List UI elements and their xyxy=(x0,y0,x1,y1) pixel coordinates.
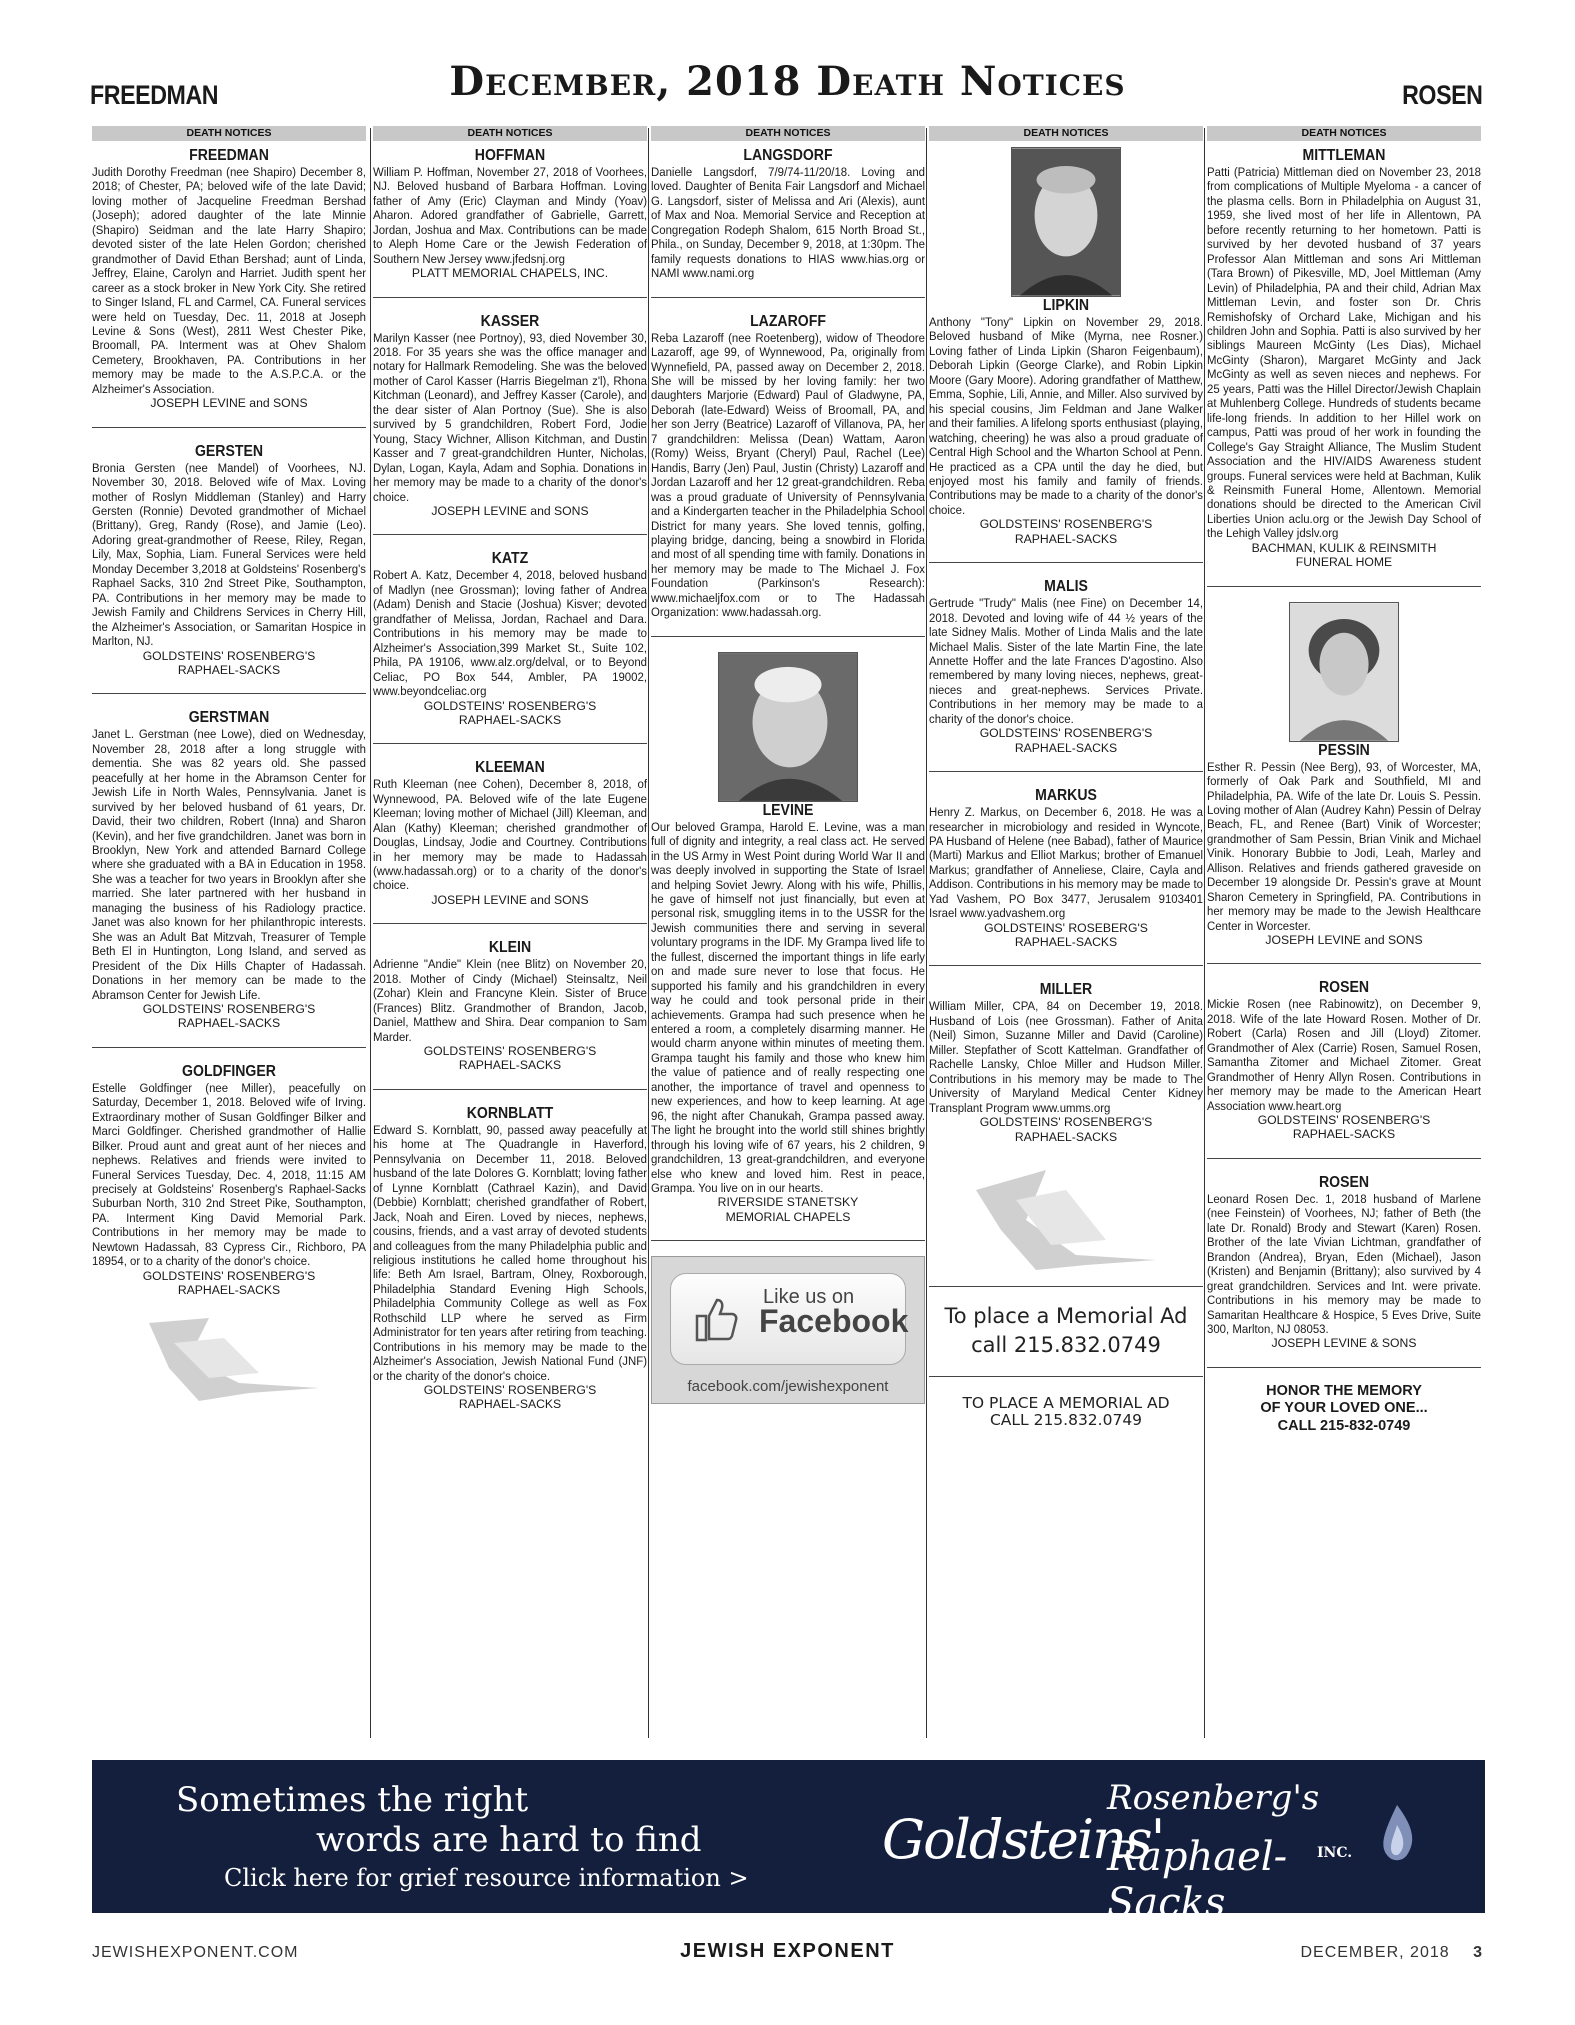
notice-name: ROSEN xyxy=(1318,1173,1370,1191)
notice-kornblatt xyxy=(373,1105,647,1412)
banner-line-1: Sometimes the right xyxy=(176,1780,529,1820)
facebook-button[interactable] xyxy=(670,1273,909,1365)
divider xyxy=(651,1240,925,1241)
portrait-photo xyxy=(1011,147,1121,297)
notice-body: Gertrude "Trudy" Malis (nee Fine) on December 14, 2018. Devoted and loving wife of 44 ½ years of the late Sidney Malis. Mother of Linda Malis and the late Michael Malis. Sister of the late Martin Fine, the late Annette Hoffer and the late Frances D'agostino. Also remembered by many loving nieces, nephews, great-nieces and great-nephews. Services Private. Contributions in her memory may be made to a charity of the donor's choice. xyxy=(929,596,1204,726)
thumbs-up-icon xyxy=(691,1294,741,1344)
footer-publication: JEWISH EXPONENT xyxy=(680,1940,895,1962)
header-left-name: FREEDMAN xyxy=(90,80,219,110)
notice-name: KLEIN xyxy=(488,939,532,957)
memorial-ad-line: To place a Memorial Ad xyxy=(944,1303,1188,1328)
notice-name: LAZAROFF xyxy=(750,312,826,330)
star-of-david-icon xyxy=(129,1313,329,1403)
notice-name: LANGSDORF xyxy=(743,147,833,164)
notice-markus xyxy=(929,787,1203,949)
notice-body: Our beloved Grampa, Harold E. Levine, was a man full of dignity and integrity, a real class act. He served in the US Army in West Point during World War II and was deeply involved in supporting the State of Israel and helping Soviet Jewry. Along with his wife, Phillis, he gave of himself not just financially, but even at personal risk, smuggling items in to the USSR for the Jewish communities there and serving in several voluntary programs in the IDF. My Grampa lived life to the fullest, discerned the important things in life early on and made sure never to lose that focus. He supported his family and his grandchildren in every way he could and took personal pride in their achievements. Grampa had such presence when he entered a room, a completely disarming manner. He would charm anyone within minutes of meeting them. Grampa taught his family and those who knew him the value of patience and of really respecting one another, the importance of travel and openness to new experiences, and how to keep learning. At age 96, the night after Chanukah, Grampa passed away. The light he brought into the world still shines brightly through his loving wife of 67 years, his 2 children, 9 grandchildren, 13 great-grandchildren, and everyone else who knew and loved him. Rest in peace, Grampa. You live on in our hearts. xyxy=(651,819,926,1196)
notice-body: Adrienne "Andie" Klein (nee Blitz) on November 20, 2018. Mother of Cindy (Michael) Steinsaltz, Neil (Zohar) Klein and Francyne Klein. Sister of Bruce (Frances) Blitz. Grandmother of Brandon, Jacob, Daniel, Matthew and Shira. Dear companion to Sam Marder. xyxy=(373,957,648,1044)
divider xyxy=(373,1089,647,1090)
column-divider xyxy=(926,128,927,1738)
notice-freedman xyxy=(92,147,366,411)
notice-body: Mickie Rosen (nee Rabinowitz), on December 9, 2018. Wife of the late Howard Rosen. Mother of Dr. Robert (Carla) Rosen and Jill (Lloyd) Zitomer. Grandmother of Alex (Carrie) Rosen, Samuel Rosen, Samantha Zitomer and Michael Zitomer. Great Grandmother of Henry Allyn Rosen. Contributions in her memory may be made to the American Heart Association www.heart.org xyxy=(1207,997,1482,1113)
divider xyxy=(1207,586,1481,587)
column-divider xyxy=(370,128,371,1738)
section-ribbon: DEATH NOTICES xyxy=(92,126,366,141)
notice-name: MILLER xyxy=(1039,981,1093,999)
funeral-home: FUNERAL HOME xyxy=(1295,555,1393,570)
funeral-home: GOLDSTEINS' ROSENBERG'S xyxy=(142,1001,316,1016)
funeral-home: RAPHAEL-SACKS xyxy=(177,662,281,677)
notice-hoffman xyxy=(373,147,647,281)
notice-body: Marilyn Kasser (nee Portnoy), 93, died November 30, 2018. For 35 years she was the office manager and notary for Hallmark Remodeling. She was the beloved mother of Carol Kasser (Harris Biegelman z'l), Rhona Kitchman (Leonard), and Jeffrey Kasser (Carole), and the dear sister of Alan Portnoy (Sue). She is also survived by 5 grandchildren, Robert Ford, Jodie Young, Stacy Wichner, Allison Kitchman, and Dustin Kasser and 7 great-grandchildren Hunter, Nicholas, Dylan, Logan, Kayla, Adam and Sophia. Donations in her memory may be made to a charity of the donor's choice. xyxy=(373,330,648,504)
memorial-ad-phone[interactable]: CALL 215.832.0749 xyxy=(989,1410,1143,1429)
column-divider xyxy=(1204,128,1205,1738)
notice-body: Leonard Rosen Dec. 1, 2018 husband of Marlene (nee Feinstein) of Voorhees, NJ; father of Beth (the late Dr. Ronald) Brody and Stewart (Karen) Rosen. Brother of the late Vivian Lichtman, grandfather of Brandon (Andrea), Bryan, Eden (Michael), Jason (Kristen) and Benjamin (Brittany); also survived by 4 great grandchildren. Services and Int. were private. Contributions in his memory may be made to Samaritan Healthcare & Hospice, 5 Eves Drive, Suite 300, Marlton, NJ 08053. xyxy=(1207,1191,1482,1336)
divider xyxy=(373,923,647,924)
funeral-home: GOLDSTEINS' ROSENBERG'S xyxy=(142,1268,316,1283)
notice-body: Danielle Langsdorf, 7/9/74-11/20/18. Loving and loved. Daughter of Benita Fair Langsdorf and Michael G. Langsdorf, sister of Melissa and Ari (Alexis), aunt of Max and Noa. Memorial Service and Reception at Congregation Rodeph Shalom, 615 North Broad St., Phila., on Sunday, December 9, 2018, at 1:30pm. The family requests donations to HIAS www.hias.org or NAMI www.nami.org xyxy=(651,165,926,281)
funeral-home: GOLDSTEINS' ROSEBERG'S xyxy=(984,920,1148,935)
notice-gerstman xyxy=(92,709,366,1030)
notice-gersten xyxy=(92,443,366,678)
divider xyxy=(1207,1367,1481,1368)
notice-name: HOFFMAN xyxy=(474,147,546,164)
funeral-home: MEMORIAL CHAPELS xyxy=(725,1209,851,1224)
memorial-ad-phone[interactable]: call 215.832.0749 xyxy=(971,1332,1161,1357)
section-ribbon: DEATH NOTICES xyxy=(651,126,925,141)
star-of-david-icon xyxy=(956,1160,1176,1270)
notice-body: William P. Hoffman, November 27, 2018 of Voorhees, NJ. Beloved husband of Barbara Hoffman. Loving father of Amy (Eric) Clayman and Mindy (Yoav) Aharon. Adored grandfather of Gabrielle, Garrett, Jordan, Joshua and Max. Contributions can be made to Aleph Home Care or the Jewish Federation of Southern New Jersey www.jfedsnj.org xyxy=(373,165,648,266)
notice-lazaroff xyxy=(651,313,925,620)
column-divider xyxy=(648,128,649,1738)
notice-malis xyxy=(929,578,1203,755)
divider xyxy=(92,693,366,694)
funeral-home: RAPHAEL-SACKS xyxy=(458,712,562,727)
logo-inc: INC. xyxy=(1317,1845,1353,1861)
memorial-ad-small xyxy=(929,1395,1203,1429)
memorial-ad-line: TO PLACE A MEMORIAL AD xyxy=(962,1393,1170,1412)
footer-date-page xyxy=(1300,1944,1483,1962)
divider xyxy=(373,743,647,744)
notice-name: LEVINE xyxy=(762,801,814,819)
funeral-home: GOLDSTEINS' ROSENBERG'S xyxy=(423,1044,597,1059)
funeral-home: RAPHAEL-SACKS xyxy=(1014,740,1118,755)
funeral-home: JOSEPH LEVINE and SONS xyxy=(431,892,589,907)
honor-phone[interactable]: CALL 215-832-0749 xyxy=(1277,1417,1411,1434)
funeral-home: GOLDSTEINS' ROSENBERG'S xyxy=(423,698,597,713)
funeral-home: JOSEPH LEVINE and SONS xyxy=(1265,933,1423,948)
funeral-home: RAPHAEL-SACKS xyxy=(1014,1129,1118,1144)
divider xyxy=(929,562,1203,563)
funeral-home: GOLDSTEINS' ROSENBERG'S xyxy=(1257,1113,1431,1128)
divider xyxy=(651,636,925,637)
notice-body: Janet L. Gerstman (nee Lowe), died on Wednesday, November 28, 2018 after a long struggle with dementia. She was 82 years old. She passed peacefully at her home in the Abramson Center for Jewish Life in North Wales, Pennsylvania. Janet is survived by her beloved husband of 61 years, Dr. David, their two children, Robert (Inna) and Sharon (Kevin), and her five grandchildren. Janet was born in Brooklyn, New York and attended Barnard College where she graduated with a BA in Education in 1958. She was a teacher for two years in Brooklyn after she married. She later partnered with her husband in managing the business of his Radiology practice. Janet was also known for her philanthropic interests. She was an Adult Bat Mitzvah, Treasurer of Temple Beth El in Huntington, Long Island, and served as President of the Dix Hills Chapter of Hadassah. Donations in her memory can be made to the Abramson Center for Jewish Life. xyxy=(92,727,367,1002)
funeral-home: RAPHAEL-SACKS xyxy=(458,1397,562,1412)
logo-text-goldsteins: Goldsteins' xyxy=(882,1808,1164,1871)
section-ribbon: DEATH NOTICES xyxy=(929,126,1203,141)
funeral-home: RAPHAEL-SACKS xyxy=(1014,935,1118,950)
banner-link[interactable]: Click here for grief resource information > xyxy=(224,1864,749,1892)
portrait-photo xyxy=(1289,602,1399,742)
notice-name: KLEEMAN xyxy=(475,759,545,777)
notice-body: Patti (Patricia) Mittleman died on November 23, 2018 from complications of Multiple Myeloma - a cancer of the plasma cells. Born in Philadelphia on August 31, 1959, she lived most of her life in Allentown, PA before recently returning to her hometown. Patti is survived by her devoted husband of 37 years Professor Alan Mittleman and sons Ari Mittleman (Tara Brown) of Pikesville, MD, Joel Mittleman (Amy Levin) of Philadelphia, PA and their child, Adrian Max Mittleman Levin, and foster son Dr. Chris Remishofsky of Orchard Lake, Michigan and his children John and Sophia. Patti is also survived by her siblings Maureen McGinty (Les Dias), Michael McGinty (Sharon), Margaret McGinty and Jack McGinty as well as seven nieces and nephews. For 25 years, Patti was the Hillel Director/Jewish Chaplain at Muhlenberg College. Hundreds of students became life-long friends. In addition to her Hillel work on campus, Patti was proud of her work in founding the College's Gay Straight Alliance, The Muslim Student Association and the HIV/AIDS Awareness student groups. Funeral services were held at Bachman, Kulik & Reinsmith Funeral Home, Allentown. Memorial donations should be directed to the American Civil Liberties Union aclu.org or the Jewish Day School of the Lehigh Valley jdslv.org xyxy=(1207,165,1482,541)
notice-body: William Miller, CPA, 84 on December 19, 2018. Husband of Lois (nee Grossman). Father of Anita (Neil) Simon, Suzanne Miller and David (Caroline) Miller. Stepfather of Scott Kattelman. Grandfather of Rachelle Lansky, Chloe Miller and Hudson Miller. Contributions in his memory may be made to The University of Maryland Medical Center Kidney Transplant Program www.umms.org xyxy=(929,999,1204,1115)
funeral-home-logo xyxy=(882,1778,1320,1926)
notice-body: Bronia Gersten (nee Mandel) of Voorhees, NJ. November 30, 2018. Beloved wife of Max. Loving mother of Roslyn Middleman (Stanley) and Harry Gersten (Ronnie) Devoted grandmother of Michael (Brittany), Greg, Randy (Rose), and Jamie (Leo). Adoring great-grandmother of Reese, Riley, Regan, Lily, Max, Sophia, Liam. Funeral Services were held Monday December 3,2018 at Goldsteins' Rosenberg's Raphael Sacks, 310 2nd Street Pike, Southampton, PA. Contributions in her memory may be made to Jewish Family and Childrens Services in Cherry Hill, the Alzheimer's Association, or Samaritan Hospice in Marlton, NJ. xyxy=(92,460,367,649)
notice-levine xyxy=(651,802,925,1225)
honor-memory-ad xyxy=(1207,1383,1481,1436)
notice-name: MALIS xyxy=(1044,578,1088,596)
notice-name: MARKUS xyxy=(1035,787,1097,805)
notice-rosen-mickie xyxy=(1207,979,1481,1141)
funeral-home: GOLDSTEINS' ROSENBERG'S xyxy=(423,1383,597,1398)
divider xyxy=(651,297,925,298)
divider xyxy=(92,427,366,428)
facebook-name: Facebook xyxy=(759,1303,909,1340)
notice-name: KATZ xyxy=(491,550,529,568)
section-ribbon: DEATH NOTICES xyxy=(1207,126,1481,141)
notice-goldfinger xyxy=(92,1063,366,1298)
section-ribbon: DEATH NOTICES xyxy=(373,126,647,141)
notice-langsdorf xyxy=(651,147,925,281)
notice-name: MITTLEMAN xyxy=(1302,147,1386,164)
notice-body: Judith Dorothy Freedman (nee Shapiro) December 8, 2018; of Chester, PA; beloved wife of the late David; loving mother of Jacqueline Freedman Bershad (Joseph); adored daughter of the late Minnie (Shapiro) Seidman and the late Harry Shapiro; devoted sister of the late Helen Gordon; cherished grandmother of David Ethan Bershad; aunt of Linda, Jeffrey, Elaine, Carolyn and Harriet. Judith spent her career as a stock broker in New York City. She retired to Singer Island, FL and Carmel, CA. Funeral services were held on Tuesday, Dec. 11, 2018 at Joseph Levine & Sons (West), 2811 West Chester Pike, Broomall, PA. Interment was at Ohev Shalom Cemetery, Brookhaven, PA. Contributions in her memory may be made to the A.S.P.C.A. or the Alzheimer's Association. xyxy=(92,165,367,396)
notice-name: GERSTEN xyxy=(194,442,264,460)
divider xyxy=(1207,1158,1481,1159)
column-4 xyxy=(929,126,1203,1429)
funeral-home: GOLDSTEINS' ROSENBERG'S xyxy=(979,726,1153,741)
column-5 xyxy=(1207,126,1481,1435)
notice-name: GOLDFINGER xyxy=(182,1062,276,1080)
honor-line: OF YOUR LOVED ONE... xyxy=(1260,1400,1428,1417)
divider xyxy=(373,297,647,298)
funeral-home: RIVERSIDE STANETSKY xyxy=(717,1195,859,1210)
portrait-photo xyxy=(718,652,858,802)
notice-name: KORNBLATT xyxy=(466,1104,554,1122)
notice-name: GERSTMAN xyxy=(188,709,270,727)
divider xyxy=(929,965,1203,966)
notice-pessin xyxy=(1207,742,1481,948)
funeral-home: GOLDSTEINS' ROSENBERG'S xyxy=(979,517,1153,532)
column-1 xyxy=(92,126,366,1403)
page-title: December, 2018 Death Notices xyxy=(449,58,1126,105)
facebook-url[interactable]: facebook.com/jewishexponent xyxy=(687,1377,889,1395)
notice-rosen-leonard xyxy=(1207,1174,1481,1351)
facebook-like-text: Like us on xyxy=(763,1286,855,1309)
divider xyxy=(929,771,1203,772)
footer-date: DECEMBER, 2018 xyxy=(1300,1944,1450,1961)
funeral-home: RAPHAEL-SACKS xyxy=(1292,1127,1396,1142)
funeral-home: PLATT MEMORIAL CHAPELS, INC. xyxy=(411,266,609,281)
notice-name: PESSIN xyxy=(1318,741,1370,759)
funeral-home: RAPHAEL-SACKS xyxy=(177,1016,281,1031)
notice-miller xyxy=(929,981,1203,1143)
funeral-home: RAPHAEL-SACKS xyxy=(458,1058,562,1073)
notice-katz xyxy=(373,550,647,727)
column-3 xyxy=(651,126,925,1404)
flame-icon xyxy=(1367,1800,1427,1880)
funeral-home: BACHMAN, KULIK & REINSMITH xyxy=(1251,540,1437,555)
notice-klein xyxy=(373,939,647,1073)
header-right-name: ROSEN xyxy=(1402,80,1483,110)
notice-body: Anthony "Tony" Lipkin on November 29, 2018. Beloved husband of Mike (Myrna, nee Rosner.) Loving father of Linda Lipkin (Sharon Feigenbaum), Deborah Lipkin (George Clarke), and Robin Lipkin Moore (Gary Moore). Adoring grandfather of Matthew, Emma, Sophie, Lili, Annie, and Miller. Also survived by his special cousins, Jim Feldman and Jane Walker and their families. A lifelong sports enthusiast (playing, watching, cheering) he was also a proud graduate of Central High School and the Wharton School at Penn. He practiced as a CPA until the day he died, but enjoyed most his family and family of friends. Contributions may be made to a charity of the donor's choice. xyxy=(929,315,1204,517)
notice-mittleman xyxy=(1207,147,1481,570)
logo-text-raphael-sacks: Raphael-Sacks xyxy=(1107,1834,1288,1926)
notice-body: Robert A. Katz, December 4, 2018, beloved husband of Madlyn (nee Grossman); loving father of Andrea (Adam) Denish and Stacie (Joshua) Kisver; devoted grandfather of Melissa, Jordan, Rachael and Dara. Contributions in his memory may be made to Alzheimer's Association,399 Market St., Suite 102, Phila, PA 19106, www.alz.org/delval, or to Beyond Celiac, PO Box 544, Ambler, PA 19002, www.beyondceliac.org xyxy=(373,568,648,699)
facebook-ad[interactable] xyxy=(651,1256,925,1404)
divider xyxy=(92,1047,366,1048)
divider xyxy=(373,534,647,535)
notice-body: Estelle Goldfinger (nee Miller), peacefully on Saturday, December 1, 2018. Beloved wife of Irving. Extraordinary mother of Susan Goldfinger Bilker and Marci Goldfinger. Cherished grandmother of Hallie Bilker. Proud aunt and great aunt of her nieces and nephews. Relatives and friends were invited to Funeral Services Tuesday, Dec. 4, 2018, 11:15 AM precisely at Goldsteins' Rosenberg's Raphael-Sacks Suburban North, 310 2nd Street Pike, Southampton, PA. Interment King David Memorial Park. Contributions in her memory may be made to Newtown Hadassah, 83 Cypress Cir., Richboro, PA 18954, or to a charity of the donor's choice. xyxy=(92,1080,367,1269)
notice-lipkin xyxy=(929,297,1203,546)
grief-resource-banner[interactable] xyxy=(92,1760,1485,1926)
notice-name: KASSER xyxy=(480,312,540,330)
banner-line-2: words are hard to find xyxy=(316,1820,702,1860)
notice-body: Henry Z. Markus, on December 6, 2018. He was a researcher in microbiology and resided in Wyncote, PA Husband of Helene (nee Babad), father of Maurice (Marti) Markus and Elliot Markus; brother of Emanuel Markus; grandfather of Anneliese, Claire, Cayla and Addison. Contributions in his memory may be made to Yad Vashem, PO Box 3477, Jerusalem 9103401 Israel www.yadvashem.org xyxy=(929,805,1204,921)
funeral-home: GOLDSTEINS' ROSENBERG'S xyxy=(979,1115,1153,1130)
column-2 xyxy=(373,126,647,1412)
funeral-home: JOSEPH LEVINE and SONS xyxy=(431,504,589,519)
divider xyxy=(929,1376,1203,1377)
funeral-home: JOSEPH LEVINE & SONS xyxy=(1271,1336,1417,1351)
notice-kleeman xyxy=(373,759,647,907)
logo-text-rosenbergs: Rosenberg's xyxy=(1107,1778,1320,1818)
notice-body: Ruth Kleeman (nee Cohen), December 8, 2018, of Wynnewood, PA. Beloved wife of the late Eugene Kleeman; loving mother of Michael (Jill) Kleeman, and Alan (Kathy) Kleeman; cherished grandmother of Douglas, Lindsay, Jodie and Courtney. Contributions in her memory may be made to Hadassah (www.hadassah.org) or to a charity of the donor's choice. xyxy=(373,777,648,893)
funeral-home: JOSEPH LEVINE and SONS xyxy=(150,396,308,411)
memorial-ad-large xyxy=(929,1302,1203,1360)
notice-name: ROSEN xyxy=(1318,979,1370,997)
honor-line: HONOR THE MEMORY xyxy=(1266,1382,1422,1399)
notice-name: FREEDMAN xyxy=(189,147,269,164)
footer-website[interactable]: JEWISHEXPONENT.COM xyxy=(92,1944,299,1961)
notice-body: Edward S. Kornblatt, 90, passed away peacefully at his home at The Quadrangle in Haverford, Pennsylvania on December 11, 2018. Beloved husband of the late Dolores G. Kornblatt; loving father of Lynne Kornblatt (Cathrael Kazin), and David (Debbie) Kornblatt; cherished grandfather of Robert, Jack, Noah and Eiren. Loved by nieces, nephews, cousins, friends, and a vast array of devoted students and colleagues from the many Philadelphia public and religious institutions he called home throughout his life: Beth Am Israel, Bartram, Olney, Roxborough, Philadelphia Standard Evening High Schools, Philadelphia Community College as well as Fox Rothschild LLP where he served as Firm Administrator for ten years after retiring from teaching. Contributions in his memory may be made to the Alzheimer's Association, Jewish National Fund (JNF) or the charity of the donor's choice. xyxy=(373,1122,648,1383)
funeral-home: GOLDSTEINS' ROSENBERG'S xyxy=(142,648,316,663)
notice-body: Esther R. Pessin (Nee Berg), 93, of Worcester, MA, formerly of Oak Park and Southfield, MI and Philadelphia, PA. Wife of the late Dr. Louis S. Pessin. Loving mother of Alan (Audrey Kahn) Pessin of Delray Beach, FL, and Renee (Bart) Vinik of Worcester; grandmother of Sam Pessin, Brian Vinik and Michael Vinik. Honorary Bubbie to Jodi, Leah, Marley and Allison. Relatives and friends gathered graveside on December 19 alongside Dr. Pessin's grave at Mount Sharon Cemetery in Springfield, PA. Contributions in her memory may be made to the Jewish Healthcare Center in Worcester. xyxy=(1207,759,1482,933)
funeral-home: RAPHAEL-SACKS xyxy=(177,1283,281,1298)
notice-name: LIPKIN xyxy=(1042,297,1090,314)
divider xyxy=(929,1286,1203,1287)
page-number: 3 xyxy=(1473,1944,1483,1961)
divider xyxy=(1207,963,1481,964)
notice-body: Reba Lazaroff (nee Roetenberg), widow of Theodore Lazaroff, age 99, of Wynnewood, Pa, originally from Wynnefield, PA, passed away on December 2, 2018. She will be missed by her loving family: her two daughters Marjorie (Edward) Paul of Gladwyne, PA, Deborah (late-Edward) Weiss of Broomall, PA, and her son Jerry (Beatrice) Lazaroff of Villanova, PA, her 7 grandchildren: Melissa (Dean) Wattam, Aaron (Romy) Weiss, Bryant (Cheryl) Paul, Rachel (Lee) Handis, Barry (Jen) Paul, Justin (Christy) Lazaroff and Jordan Lazaroff and her 12 great-grandchildren. Reba was a proud graduate of University of Pennsylvania and a Kindergarten teacher in the Philadelphia School District for many years. She loved tennis, golfing, playing bridge, dancing, being a snowbird in Florida and most of all spending time with family. Donations in her memory may be made to The Michael J. Fox Foundation (Parkinson's Research): www.michaeljfox.com or to The Hadassah Organization: www.hadassah.org. xyxy=(651,330,926,620)
notice-kasser xyxy=(373,313,647,519)
funeral-home: RAPHAEL-SACKS xyxy=(1014,531,1118,546)
